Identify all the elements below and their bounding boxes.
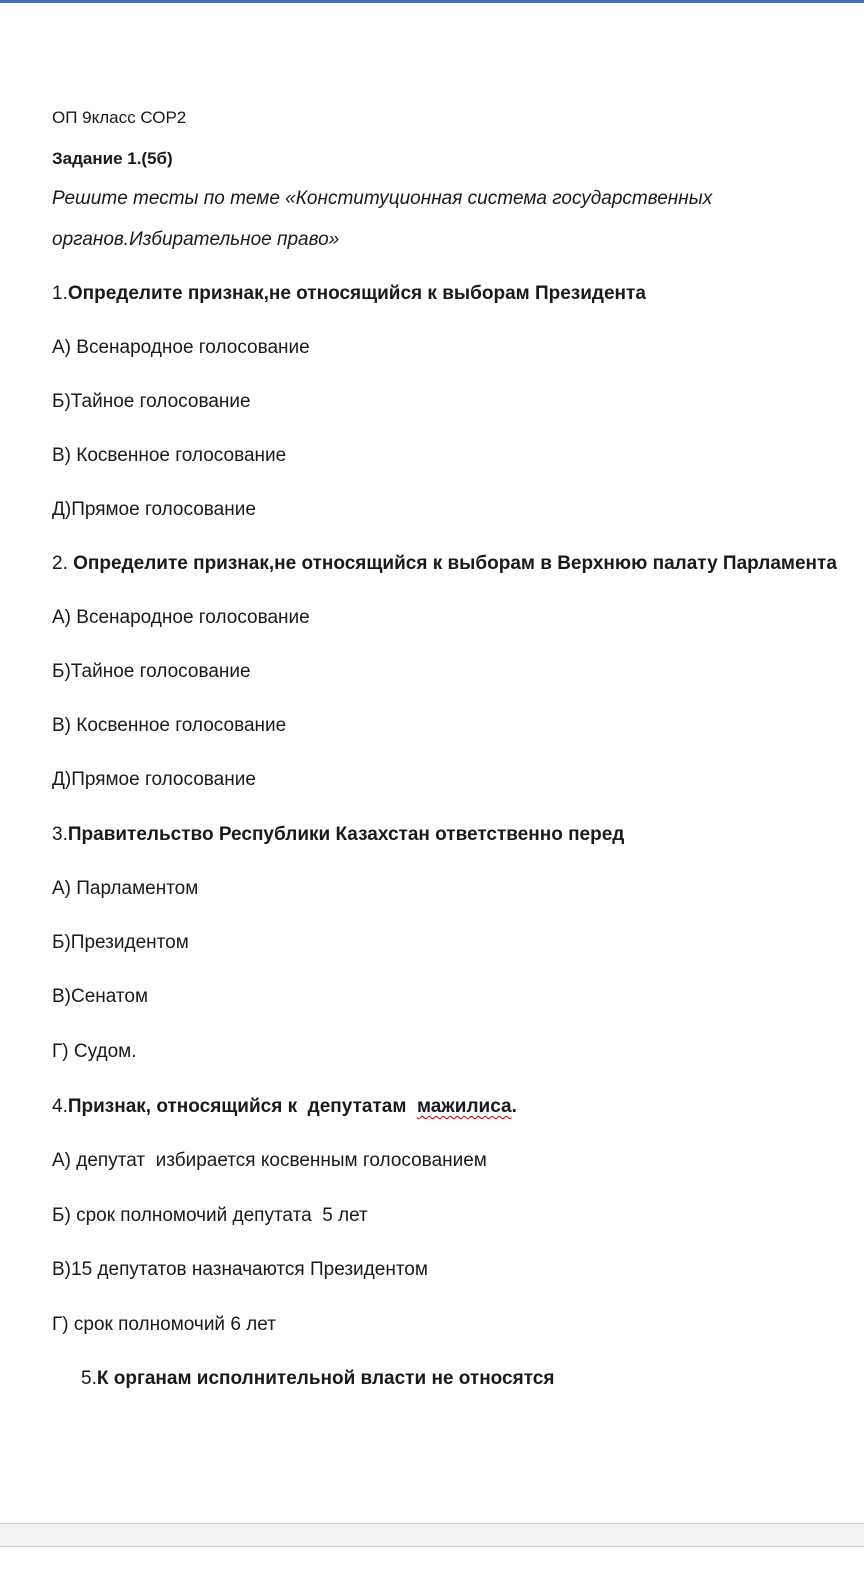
question-number: 2. — [52, 553, 68, 574]
question-text: Правительство Республики Казахстан ответственно перед — [67, 824, 625, 845]
option-3-c: В)Сенатом — [52, 986, 149, 1007]
spellcheck-word: мажилиса — [416, 1096, 512, 1117]
option-2-a: А) Всенародное голосование — [52, 607, 310, 628]
option-3-d: Г) Судом. — [52, 1041, 137, 1062]
option-4-c: В)15 депутатов назначаются Президентом — [52, 1259, 428, 1280]
option-3-a: А) Парламентом — [52, 878, 199, 899]
task-title: Задание 1.(5б) — [52, 149, 173, 168]
option-4-a: А) депутат избирается косвенным голосованием — [52, 1150, 487, 1171]
question-number: 1. — [52, 283, 68, 304]
option-2-d: Д)Прямое голосование — [52, 769, 256, 790]
option-2-b: Б)Тайное голосование — [52, 661, 251, 682]
option-4-b: Б) срок полномочий депутата 5 лет — [52, 1205, 368, 1226]
question-4 — [52, 1095, 517, 1119]
option-1-a: А) Всенародное голосование — [52, 337, 310, 358]
option-4-d: Г) срок полномочий 6 лет — [52, 1314, 276, 1335]
option-1-d: Д)Прямое голосование — [52, 499, 256, 520]
question-number: 5. — [81, 1368, 97, 1389]
option-1-b: Б)Тайное голосование — [52, 391, 251, 412]
question-2 — [52, 552, 837, 576]
instruction-line-1: Решите тесты по теме «Конституционная система государственных — [52, 188, 713, 209]
option-3-b: Б)Президентом — [52, 932, 189, 953]
question-1 — [52, 282, 646, 306]
question-number: 4. — [52, 1096, 68, 1117]
option-1-c: В) Косвенное голосование — [52, 445, 287, 466]
subject-line: ОП 9класс СОР2 — [52, 108, 187, 127]
page-gap-bar — [0, 1523, 864, 1547]
instruction-line-2: органов.Избирательное право» — [52, 229, 340, 250]
question-text: Признак, относящийся к депутатам — [67, 1096, 417, 1117]
question-5 — [81, 1367, 554, 1391]
question-text: Определите признак,не относящийся к выборам Президента — [67, 283, 646, 304]
question-3 — [52, 823, 624, 847]
question-number: 3. — [52, 824, 68, 845]
option-2-c: В) Косвенное голосование — [52, 715, 287, 736]
question-text: Определите признак,не относящийся к выборам в Верхнюю палату Парламента — [67, 553, 837, 574]
question-text-end: . — [511, 1096, 517, 1117]
question-text: К органам исполнительной власти не относятся — [96, 1368, 555, 1389]
